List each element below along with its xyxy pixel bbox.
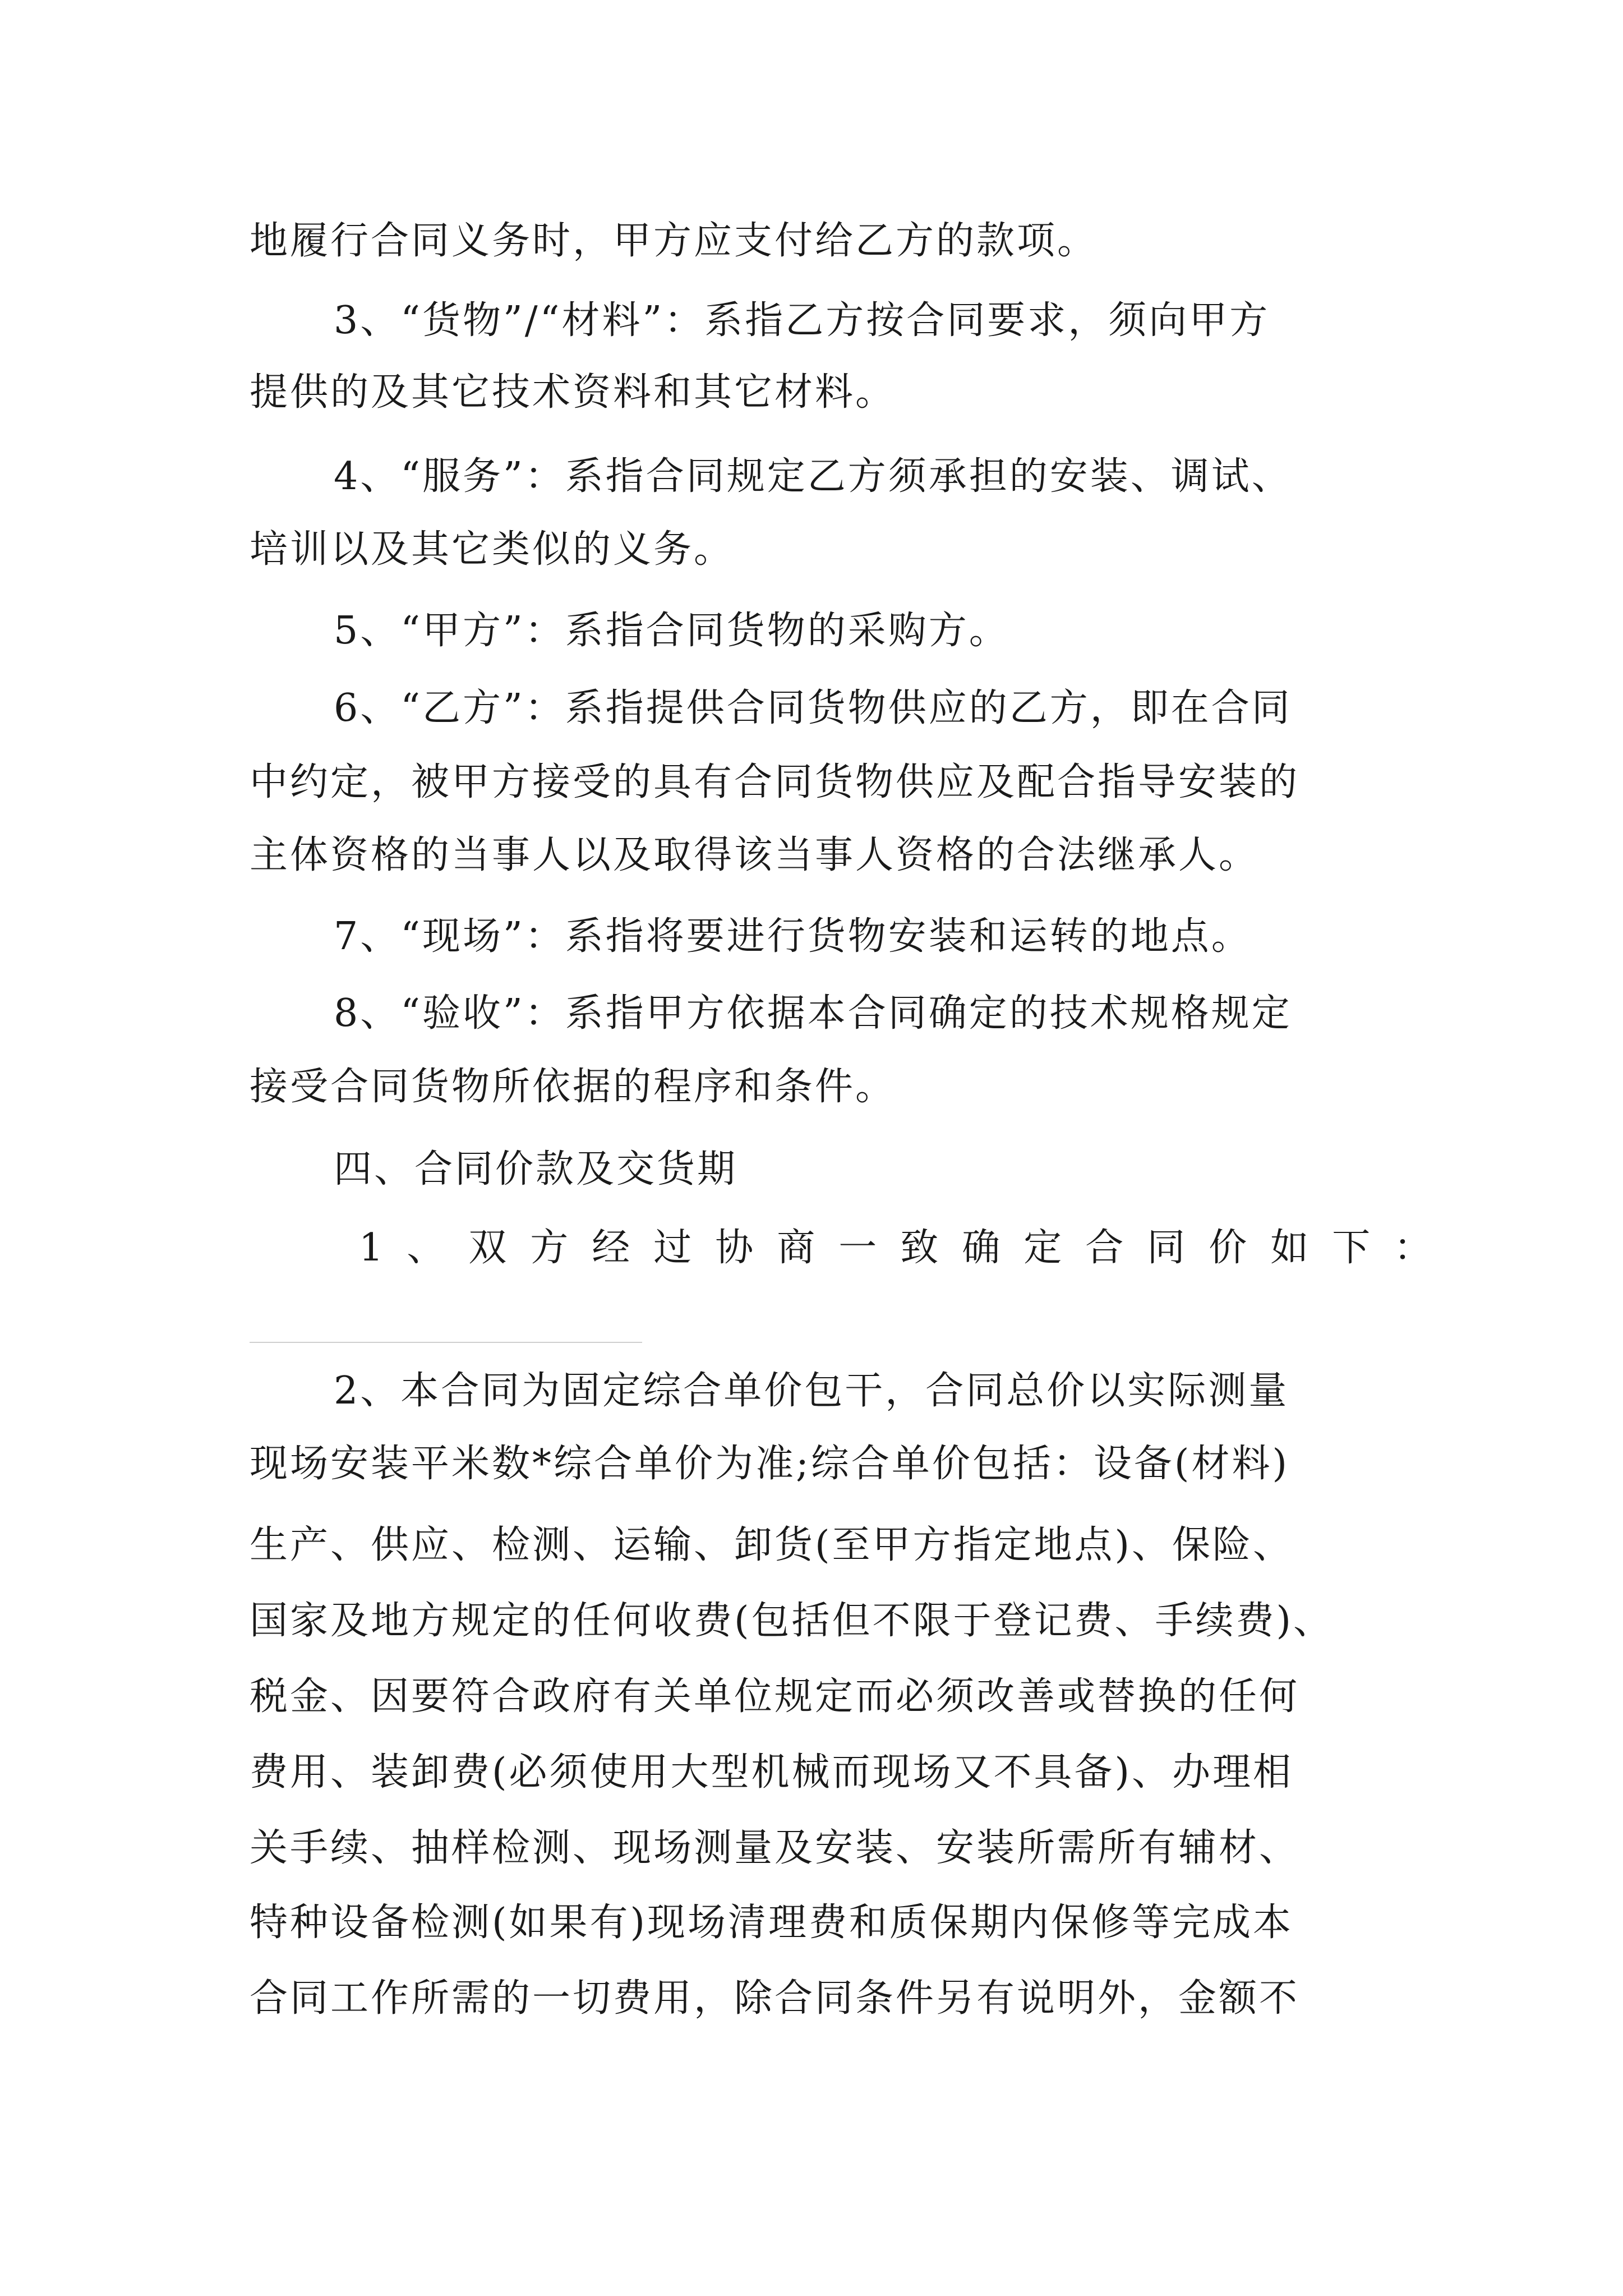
text-line: 现场安装平米数*综合单价为准;综合单价包括：设备(材料) [250,1442,1289,1486]
section-heading: 四、合同价款及交货期 [334,1147,738,1191]
text-line: 生产、供应、检测、运输、卸货(至甲方指定地点)、保险、 [250,1523,1294,1567]
text-line: 提供的及其它技术资料和其它材料。 [250,370,896,415]
text-line: 地履行合同义务时，甲方应支付给乙方的款项。 [250,219,1098,263]
text-line: 6、“乙方”：系指提供合同货物供应的乙方，即在合同 [334,686,1292,730]
text-line: 关手续、抽样检测、现场测量及安装、安装所需所有辅材、 [250,1826,1300,1870]
text-line: 8、“验收”：系指甲方依据本合同确定的技术规格规定 [334,991,1292,1036]
text-line: 培训以及其它类似的义务。 [250,527,735,572]
text-line: 中约定，被甲方接受的具有合同货物供应及配合指导安装的 [250,760,1300,804]
text-line: 税金、因要符合政府有关单位规定而必须改善或替换的任何 [250,1674,1300,1719]
text-line: 接受合同货物所依据的程序和条件。 [250,1065,896,1109]
text-line: 特种设备检测(如果有)现场清理费和质保期内保修等完成本 [250,1901,1294,1945]
text-line: 7、“现场”：系指将要进行货物安装和运转的地点。 [334,914,1252,959]
text-line: 合同工作所需的一切费用，除合同条件另有说明外，金额不 [250,1976,1300,2021]
text-line: 1、双方经过协商一致确定合同价如下： [359,1226,1456,1270]
divider [250,1342,642,1343]
text-line: 国家及地方规定的任何收费(包括但不限于登记费、手续费)、 [250,1599,1334,1643]
text-line: 费用、装卸费(必须使用大型机械而现场又不具备)、办理相 [250,1750,1294,1795]
text-line: 2、本合同为固定综合单价包干，合同总价以实际测量 [334,1369,1289,1413]
text-line: 4、“服务”：系指合同规定乙方须承担的安装、调试、 [334,454,1292,499]
text-line: 5、“甲方”：系指合同货物的采购方。 [334,609,1009,653]
text-line: 主体资格的当事人以及取得该当事人资格的合法继承人。 [250,833,1260,877]
text-line: 3、“货物”/“材料”：系指乙方按合同要求，须向甲方 [334,298,1270,343]
